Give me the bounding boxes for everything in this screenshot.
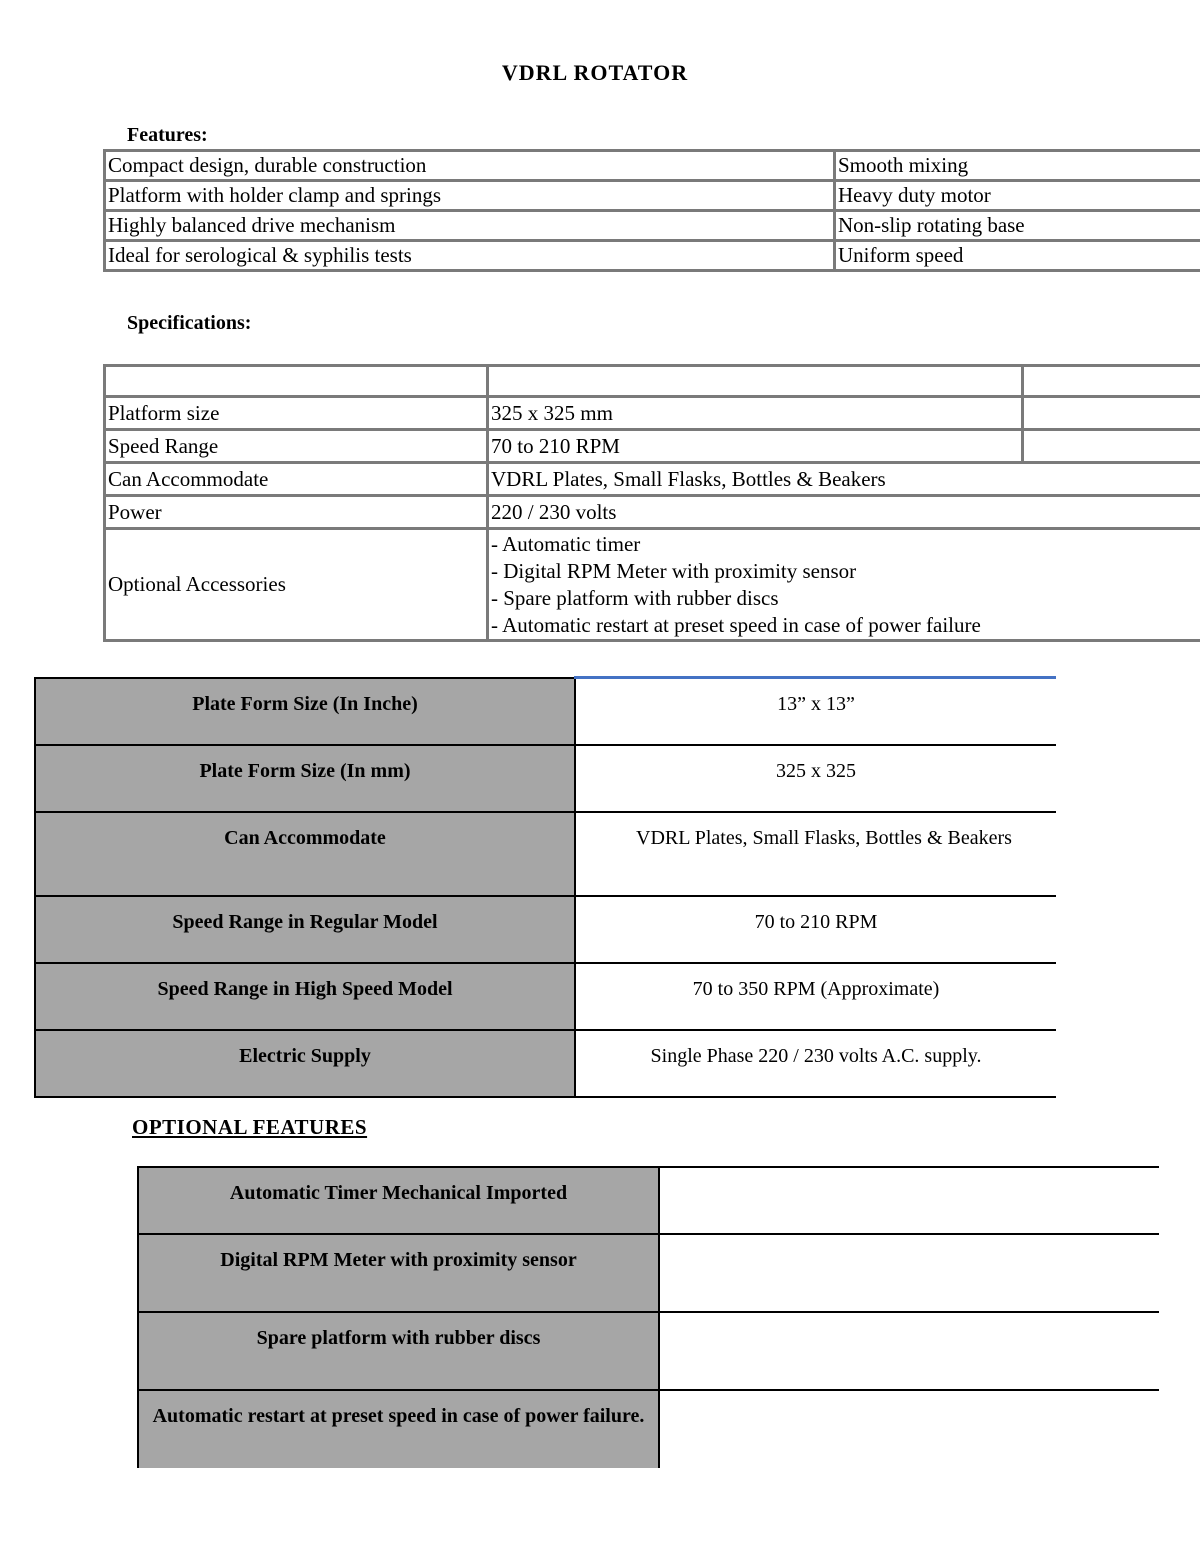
- row-label: Speed Range in High Speed Model: [35, 963, 575, 1030]
- table-row: [105, 151, 1200, 181]
- row-label: Electric Supply: [35, 1030, 575, 1097]
- table-row: [138, 1167, 1159, 1234]
- table-row: [105, 529, 1200, 641]
- optional-feature-label: Digital RPM Meter with proximity sensor: [138, 1234, 659, 1312]
- spec-value: VDRL Plates, Small Flasks, Bottles & Beakers: [488, 463, 1200, 496]
- row-value: 13” x 13”: [575, 678, 1056, 745]
- table-row: [105, 241, 1200, 271]
- optional-feature-label: Automatic restart at preset speed in case of power failure.: [138, 1390, 659, 1468]
- spec-label: Power: [105, 496, 488, 529]
- empty-cell: [1023, 430, 1200, 463]
- table-row: [138, 1390, 1159, 1468]
- model-specifications-table: [34, 676, 1056, 1098]
- spec-value: 220 / 230 volts: [488, 496, 1200, 529]
- feature-cell: Uniform speed: [835, 241, 1200, 271]
- table-row: [105, 463, 1200, 496]
- row-label: Speed Range in Regular Model: [35, 896, 575, 963]
- list-item: - Digital RPM Meter with proximity sensor: [491, 558, 857, 583]
- spec-value: 70 to 210 RPM: [488, 430, 1023, 463]
- feature-cell: Highly balanced drive mechanism: [105, 211, 835, 241]
- list-item: - Spare platform with rubber discs: [491, 585, 779, 610]
- table-row: [35, 963, 1056, 1030]
- table-row: [35, 678, 1056, 745]
- optional-feature-label: Automatic Timer Mechanical Imported: [138, 1167, 659, 1234]
- table-row: [138, 1234, 1159, 1312]
- spec-value: 325 x 325 mm: [488, 397, 1023, 430]
- spec-label: Speed Range: [105, 430, 488, 463]
- empty-cell: [1023, 397, 1200, 430]
- row-label: Can Accommodate: [35, 812, 575, 896]
- document-title: VDRL ROTATOR: [501, 60, 689, 85]
- features-label: Features:: [127, 124, 208, 146]
- empty-cell: [105, 366, 488, 397]
- table-row: [105, 430, 1200, 463]
- table-row: [35, 745, 1056, 812]
- table-row: [35, 812, 1056, 896]
- row-label: Plate Form Size (In mm): [35, 745, 575, 812]
- feature-cell: Platform with holder clamp and springs: [105, 181, 835, 211]
- specifications-table: [103, 364, 1200, 642]
- accessories-list: [488, 529, 1200, 641]
- spec-label: Can Accommodate: [105, 463, 488, 496]
- table-row: [35, 896, 1056, 963]
- row-value: 70 to 350 RPM (Approximate): [575, 963, 1056, 1030]
- row-value: 325 x 325: [575, 745, 1056, 812]
- feature-cell: Smooth mixing: [835, 151, 1200, 181]
- empty-cell: [659, 1390, 1159, 1468]
- optional-features-table: [137, 1166, 1159, 1468]
- empty-cell: [659, 1312, 1159, 1390]
- list-item: - Automatic timer: [491, 531, 641, 556]
- table-row: [105, 366, 1200, 397]
- table-row: [105, 496, 1200, 529]
- row-value: VDRL Plates, Small Flasks, Bottles & Beakers: [575, 812, 1056, 896]
- empty-cell: [488, 366, 1023, 397]
- feature-cell: Compact design, durable construction: [105, 151, 835, 181]
- spec-label: Optional Accessories: [105, 529, 488, 641]
- table-row: [138, 1312, 1159, 1390]
- row-value: Single Phase 220 / 230 volts A.C. supply.: [575, 1030, 1056, 1097]
- table-row: [105, 211, 1200, 241]
- feature-cell: Ideal for serological & syphilis tests: [105, 241, 835, 271]
- specifications-label: Specifications:: [127, 312, 252, 334]
- row-label: Plate Form Size (In Inche): [35, 678, 575, 745]
- spec-label: Platform size: [105, 397, 488, 430]
- optional-features-heading: OPTIONAL FEATURES: [132, 1115, 368, 1139]
- features-table: [103, 149, 1200, 272]
- empty-cell: [1023, 366, 1200, 397]
- row-value: 70 to 210 RPM: [575, 896, 1056, 963]
- table-row: [35, 1030, 1056, 1097]
- empty-cell: [659, 1167, 1159, 1234]
- table-row: [105, 181, 1200, 211]
- feature-cell: Heavy duty motor: [835, 181, 1200, 211]
- feature-cell: Non-slip rotating base: [835, 211, 1200, 241]
- empty-cell: [659, 1234, 1159, 1312]
- list-item: - Automatic restart at preset speed in case of power failure: [491, 612, 981, 637]
- table-row: [105, 397, 1200, 430]
- optional-feature-label: Spare platform with rubber discs: [138, 1312, 659, 1390]
